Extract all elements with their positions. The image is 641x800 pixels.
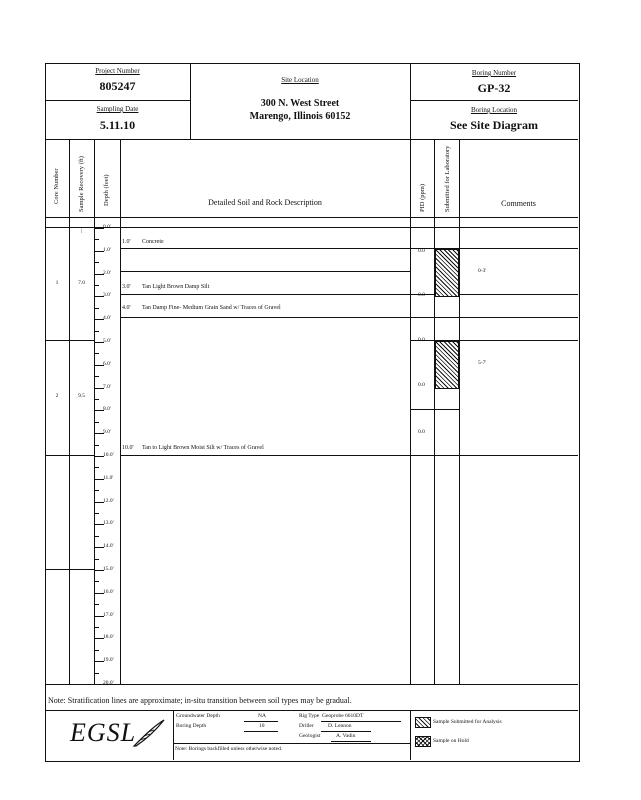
sample-submitted-marker — [435, 341, 459, 389]
pid-reading: 0.0 — [418, 429, 425, 435]
depth-label: 13.0' — [103, 520, 114, 526]
column-divider — [120, 139, 121, 684]
legend-submitted-label: Sample Submitted for Analysis — [433, 719, 502, 725]
underline — [331, 741, 371, 742]
note-divider — [45, 684, 578, 685]
strata-line — [120, 317, 578, 318]
column-header-divider — [45, 217, 578, 218]
depth-header: Depth (feet) — [103, 174, 110, 206]
strata-line — [120, 294, 578, 295]
core-recovery: 7.0 — [78, 280, 85, 286]
submitted-header: Submitted for Laboratory — [444, 145, 451, 212]
layer-depth: 3.0' — [122, 284, 131, 290]
depth-label: 11.0' — [103, 475, 114, 481]
boring-location: See Site Diagram — [450, 118, 538, 132]
rig-type-label: Rig Type — [299, 713, 320, 719]
comments-header: Comments — [501, 199, 536, 208]
depth-minor-tick — [94, 650, 99, 651]
core-divider — [45, 569, 95, 570]
header-divider — [45, 100, 190, 101]
header-divider — [45, 139, 578, 140]
rig-type: Geoprobe 6610DT — [322, 713, 364, 719]
strata-line — [120, 455, 578, 456]
layer-description: Concrete — [142, 239, 164, 245]
strata-line — [120, 271, 410, 272]
pid-reading: 0.0 — [418, 248, 425, 254]
backfill-note: Note: Borings backfilled unless otherwise noted. — [175, 746, 283, 752]
layer-depth: 1.0' — [122, 239, 131, 245]
legend-hold-label: Sample on Hold — [433, 738, 469, 744]
depth-minor-tick — [94, 399, 99, 400]
boring-location-label: Boring Location — [470, 106, 518, 114]
comment: 5-7' — [478, 360, 487, 366]
depth-label: 16.0' — [103, 589, 114, 595]
depth-label: 0.0' — [103, 224, 111, 230]
strata-line — [120, 248, 578, 249]
depth-minor-tick — [94, 422, 99, 423]
depth-minor-tick — [94, 262, 99, 263]
depth-label: 19.0' — [103, 657, 114, 663]
core-number-header: Core Number — [53, 168, 60, 204]
depth-minor-tick — [94, 239, 99, 240]
depth-minor-tick — [94, 445, 99, 446]
column-divider — [434, 139, 435, 684]
site-address-line1: 300 N. West Street — [260, 98, 340, 109]
project-number: 805247 — [99, 79, 136, 93]
depth-label: 18.0' — [103, 634, 114, 640]
driller-label: Driller — [299, 723, 314, 729]
column-header-divider — [45, 227, 578, 228]
depth-label: 8.0' — [103, 406, 111, 412]
depth-label: 3.0' — [103, 292, 111, 298]
depth-label: 4.0' — [103, 315, 111, 321]
geologist: A. Vadin — [336, 733, 356, 739]
column-divider — [69, 139, 70, 684]
column-divider — [459, 139, 460, 684]
depth-label: 5.0' — [103, 338, 111, 344]
pid-reading: 0.0 — [418, 292, 425, 298]
depth-minor-tick — [94, 604, 99, 605]
core-divider — [45, 340, 95, 341]
depth-minor-tick — [94, 467, 99, 468]
pid-reading: 0.0 — [418, 337, 425, 343]
comment: 0-3' — [478, 268, 487, 274]
depth-label: 14.0' — [103, 543, 114, 549]
footer-divider — [410, 710, 411, 760]
sample-submitted-marker — [435, 249, 459, 297]
layer-depth: 4.0' — [122, 305, 131, 311]
depth-label: 15.0' — [103, 566, 114, 572]
depth-minor-tick — [94, 331, 99, 332]
core-divider — [45, 455, 95, 456]
column-divider — [94, 139, 95, 684]
depth-label: 1.0' — [103, 247, 111, 253]
layer-description: Tan Damp Fine- Medium Grain Sand w/ Traces of Gravel — [142, 305, 281, 311]
depth-label: 2.0' — [103, 270, 111, 276]
boring-depth-label: Boring Depth — [176, 723, 207, 729]
strata-line — [410, 409, 459, 410]
layer-description: Tan to Light Brown Moist Silt w/ Traces of Gravel — [142, 445, 264, 451]
depth-minor-tick — [94, 627, 99, 628]
sampling-date: 5.11.10 — [99, 118, 136, 132]
note-divider — [45, 710, 578, 711]
depth-minor-tick — [94, 376, 99, 377]
feather-icon — [132, 718, 166, 748]
description-header: Detailed Soil and Rock Description — [208, 198, 322, 207]
footer-divider — [173, 743, 410, 744]
boring-log-frame — [45, 63, 580, 762]
legend-hold-icon — [415, 736, 431, 747]
underline — [321, 731, 371, 732]
underline — [244, 721, 278, 722]
column-divider — [410, 139, 411, 684]
sampling-date-label: Sampling Date — [96, 105, 139, 113]
core-number: 2 — [55, 393, 59, 399]
legend-submitted-icon — [415, 717, 431, 728]
depth-minor-tick — [94, 308, 99, 309]
depth-minor-tick — [94, 353, 99, 354]
project-number-label: Project Number — [95, 67, 140, 75]
core-marker: | — [80, 228, 83, 234]
depth-label: 10.0' — [103, 452, 114, 458]
layer-depth: 10.0' — [122, 445, 134, 451]
depth-minor-tick — [94, 513, 99, 514]
core-recovery: 9.5 — [78, 393, 85, 399]
depth-label: 7.0' — [103, 384, 111, 390]
underline — [321, 721, 401, 722]
groundwater-depth: NA — [258, 713, 266, 719]
sample-recovery-header: Sample Recovery (ft) — [78, 156, 85, 212]
core-number: 1 — [55, 280, 59, 286]
footer-divider — [173, 710, 174, 760]
depth-minor-tick — [94, 581, 99, 582]
depth-minor-tick — [94, 559, 99, 560]
site-location-label: Site Location — [281, 76, 319, 84]
geologist-label: Geologist — [299, 733, 321, 739]
boring-number: GP-32 — [477, 81, 511, 95]
layer-description: Tan Light Brown Damp Silt — [142, 284, 210, 290]
pid-header: PID (ppm) — [419, 184, 426, 212]
depth-label: 17.0' — [103, 612, 114, 618]
header-divider — [410, 100, 578, 101]
site-address-line2: Marengo, Illinois 60152 — [249, 111, 351, 122]
stratification-note: Note: Stratification lines are approximate; in-situ transition between soil types may be gradual. — [48, 696, 352, 705]
egsl-logo-text: EGSL — [70, 718, 137, 747]
pid-reading: 0.0 — [418, 382, 425, 388]
groundwater-depth-label: Groundwater Depth — [176, 713, 220, 719]
egsl-logo — [70, 718, 170, 752]
depth-minor-tick — [94, 536, 99, 537]
driller: D. Lennon — [328, 723, 352, 729]
boring-depth: 10 — [259, 723, 265, 729]
depth-label: 20.0' — [103, 680, 114, 686]
depth-minor-tick — [94, 673, 99, 674]
depth-minor-tick — [94, 285, 99, 286]
underline — [244, 731, 278, 732]
depth-minor-tick — [94, 490, 99, 491]
depth-label: 9.0' — [103, 429, 111, 435]
boring-number-label: Boring Number — [471, 69, 517, 77]
depth-label: 6.0' — [103, 361, 111, 367]
depth-label: 12.0' — [103, 498, 114, 504]
